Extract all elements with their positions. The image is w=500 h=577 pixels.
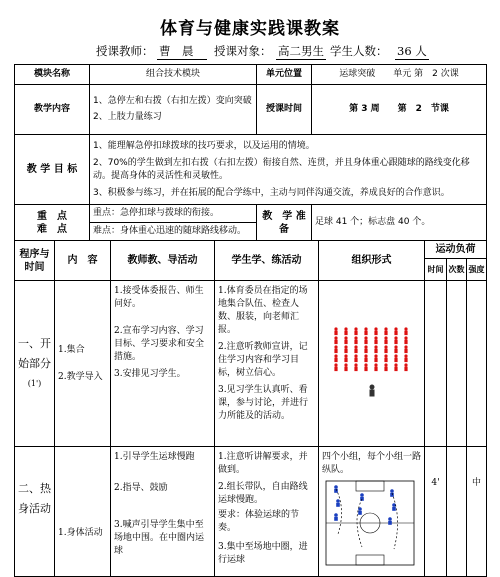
section2-org (319, 447, 425, 577)
student-head (384, 345, 387, 348)
student-head (344, 345, 347, 348)
runner-body (336, 503, 340, 507)
section1-student (215, 281, 319, 447)
student-body (354, 367, 357, 372)
student-body (404, 349, 407, 354)
section2-content: 1.身体活动 (55, 447, 111, 577)
section2-student-4: 3.集中至场地中圈，进行运球 (218, 542, 308, 565)
student-body (374, 349, 377, 354)
student-head (344, 327, 347, 330)
student-head (374, 336, 377, 339)
student-body (354, 349, 357, 354)
student-body (334, 349, 337, 354)
section1-time: (1') (27, 378, 42, 388)
student-body (394, 358, 397, 363)
student-head (394, 363, 397, 366)
student-head (364, 345, 367, 348)
goal-item-3: 3、积极参与练习，并在拓展的配合学练中，主动与同伴沟通交流，养成良好的合作意识。 (93, 187, 450, 198)
student-head (374, 363, 377, 366)
student-head (344, 354, 347, 357)
student-body (394, 349, 397, 354)
goal-cell (90, 135, 487, 205)
goal-item-2: 2、70%的学生做到左扣右拨（右扣左拨）衔接自然、连贯，并且身体重心跟随球的路线变化移动。提高身体的灵活性和灵敏性。 (93, 157, 470, 181)
student-head (374, 327, 377, 330)
student-body (404, 340, 407, 345)
section1-part-label: 一、开始部分 (18, 336, 51, 370)
student-body (374, 340, 377, 345)
student-head (384, 363, 387, 366)
key-label: 重 点 (37, 210, 67, 222)
load-sub-count: 次数 (447, 259, 467, 281)
runner-head (388, 517, 392, 521)
time-value: 第 3 周 第 2 节课 (312, 85, 487, 135)
student-head (334, 336, 337, 339)
student-body (344, 367, 347, 372)
section1-student-1: 1.体育委员在指定的场地集合队伍、检查人数、服装，向老师汇报。 (218, 286, 308, 335)
student-body (384, 340, 387, 345)
runner-head (334, 513, 338, 517)
key-value: 重点：急停扣球与拨球的衔接。 (90, 205, 256, 223)
section1-load-intensity (467, 281, 487, 447)
runner-body (392, 507, 396, 511)
student-body (364, 340, 367, 345)
student-body (404, 367, 407, 372)
key-diff-label (15, 205, 90, 241)
section2-load-time: 4' (425, 447, 447, 577)
student-head (364, 327, 367, 330)
section1-teacher-2: 2.宣布学习内容、学习目标、学习要求和安全措施。 (114, 326, 205, 362)
student-body (354, 331, 357, 336)
goal-label: 教 学 目 标 (15, 135, 90, 205)
student-body (404, 358, 407, 363)
section2-teacher-3: 3.喊声引导学生集中至场地中围。在中圈内运球 (114, 520, 205, 556)
student-body (404, 331, 407, 336)
student-head (404, 345, 407, 348)
section1-student-2: 2.注意听教师宣讲，记住学习内容和学习目标，树立信心。 (218, 342, 308, 378)
student-body (334, 331, 337, 336)
student-head (344, 336, 347, 339)
goal-item-1: 1、能理解急停扣球拨球的技巧要求，以及运用的情境。 (93, 140, 315, 151)
formation-diagram (322, 321, 422, 401)
section1-student-3: 3.见习学生认真听、看课，参与讨论，并进行力所能及的活动。 (218, 385, 309, 421)
object-label: 授课对象： (214, 44, 272, 58)
section1-teacher (111, 281, 215, 447)
prep-value: 足球 41 个；标志盘 40 个。 (312, 205, 487, 241)
student-head (334, 345, 337, 348)
student-body (334, 358, 337, 363)
col-student: 学生学、练活动 (215, 241, 319, 281)
runner-body (358, 511, 362, 515)
field-diagram (322, 479, 420, 567)
student-body (384, 358, 387, 363)
student-body (394, 331, 397, 336)
section2-student-3: 要求：体验运球的节奏。 (218, 510, 300, 533)
content-label: 教学内容 (15, 85, 90, 135)
section1-load-count (447, 281, 467, 447)
section1-teacher-1: 1.接受体委报告、师生问好。 (114, 286, 204, 309)
student-body (364, 367, 367, 372)
content-item-2: 2、上肢力量练习 (93, 112, 162, 122)
diff-label: 难 点 (37, 223, 67, 235)
student-head (334, 363, 337, 366)
student-body (344, 349, 347, 354)
unit-label: 单元位置 (257, 65, 312, 85)
teacher-label: 授课教师： (96, 44, 154, 58)
student-head (394, 345, 397, 348)
student-head (334, 354, 337, 357)
prep-label: 教 学 准 备 (257, 205, 312, 241)
col-load: 运动负荷 (425, 241, 487, 259)
time-label: 授课时间 (257, 85, 312, 135)
student-formation (334, 327, 407, 371)
section2-student (215, 447, 319, 577)
student-body (334, 367, 337, 372)
student-head (364, 336, 367, 339)
student-body (344, 331, 347, 336)
section2-org-text: 四个小组，每个小组一路纵队。 (322, 452, 422, 475)
key-diff-cell (90, 205, 257, 241)
module-value: 组合技术模块 (90, 65, 257, 85)
student-head (354, 336, 357, 339)
runner-head (336, 499, 340, 503)
student-head (374, 354, 377, 357)
count-label: 学生人数： (330, 44, 388, 58)
section1-content (55, 281, 111, 447)
student-body (394, 367, 397, 372)
load-sub-time: 时间 (425, 259, 447, 281)
col-content: 内 容 (55, 241, 111, 281)
runner-head (390, 489, 394, 493)
content-item-1: 1、急停左和右拨（右扣左拨）变向突破 (93, 96, 252, 106)
section2-teacher-1: 1.引导学生运球慢跑 (114, 452, 195, 462)
student-body (344, 340, 347, 345)
student-head (344, 363, 347, 366)
student-head (354, 354, 357, 357)
teacher-figure (370, 385, 375, 397)
section2-load-count (447, 447, 467, 577)
student-body (384, 367, 387, 372)
student-body (354, 340, 357, 345)
section1-org (319, 281, 425, 447)
section1-part (15, 281, 55, 447)
student-body (344, 358, 347, 363)
section2-student-1: 1.注意听讲解要求，并做到。 (218, 452, 308, 475)
header-table (14, 64, 487, 241)
col-teacher: 教师教、导活动 (111, 241, 215, 281)
section1-content-1: 1.集合 (58, 344, 85, 355)
student-head (354, 363, 357, 366)
section1-load-time (425, 281, 447, 447)
student-head (394, 327, 397, 330)
col-order: 程序与时间 (15, 241, 55, 281)
section1-teacher-3: 3.安排见习学生。 (114, 369, 186, 379)
student-body (354, 358, 357, 363)
student-head (384, 336, 387, 339)
main-table (14, 240, 487, 577)
student-head (364, 354, 367, 357)
student-head (394, 354, 397, 357)
student-head (384, 354, 387, 357)
student-head (384, 327, 387, 330)
runner-body (360, 497, 364, 501)
runner-body (334, 517, 338, 521)
content-cell (90, 85, 257, 135)
student-body (374, 367, 377, 372)
runner-head (334, 485, 338, 489)
object-value: 高二男生 (278, 44, 324, 58)
runner-body (388, 521, 392, 525)
student-body (364, 358, 367, 363)
student-body (374, 358, 377, 363)
student-body (364, 349, 367, 354)
student-head (404, 354, 407, 357)
student-head (364, 363, 367, 366)
student-head (404, 363, 407, 366)
page-title: 体育与健康实践课教案 (160, 19, 340, 39)
col-org: 组织形式 (319, 241, 425, 281)
student-body (384, 331, 387, 336)
student-head (404, 336, 407, 339)
student-body (334, 340, 337, 345)
student-head (394, 336, 397, 339)
section1-content-2: 2.教学导入 (58, 371, 103, 382)
student-head (404, 327, 407, 330)
module-label: 模块名称 (15, 65, 90, 85)
student-head (374, 345, 377, 348)
section2-teacher-2: 2.指导、鼓励 (114, 483, 168, 493)
student-head (354, 327, 357, 330)
section2-part: 二、热身活动 (15, 447, 55, 577)
student-body (364, 331, 367, 336)
teacher-name: 曹 晨 (157, 43, 207, 60)
section2-load-intensity: 中 (467, 447, 487, 577)
diff-value: 难点：身体重心迅速的随球路线移动。 (93, 226, 247, 236)
student-head (354, 345, 357, 348)
student-head (334, 327, 337, 330)
runner-head (360, 493, 364, 497)
load-sub-intensity: 强度 (467, 259, 487, 281)
section2-student-2: 2.组长带队，自由路线运球慢跑。 (218, 482, 308, 505)
student-body (374, 331, 377, 336)
section2-teacher (111, 447, 215, 577)
student-body (394, 340, 397, 345)
unit-value: 运球突破 单元 第 2 次课 (312, 65, 487, 85)
student-body (384, 349, 387, 354)
count-value: 36 人 (397, 44, 427, 58)
